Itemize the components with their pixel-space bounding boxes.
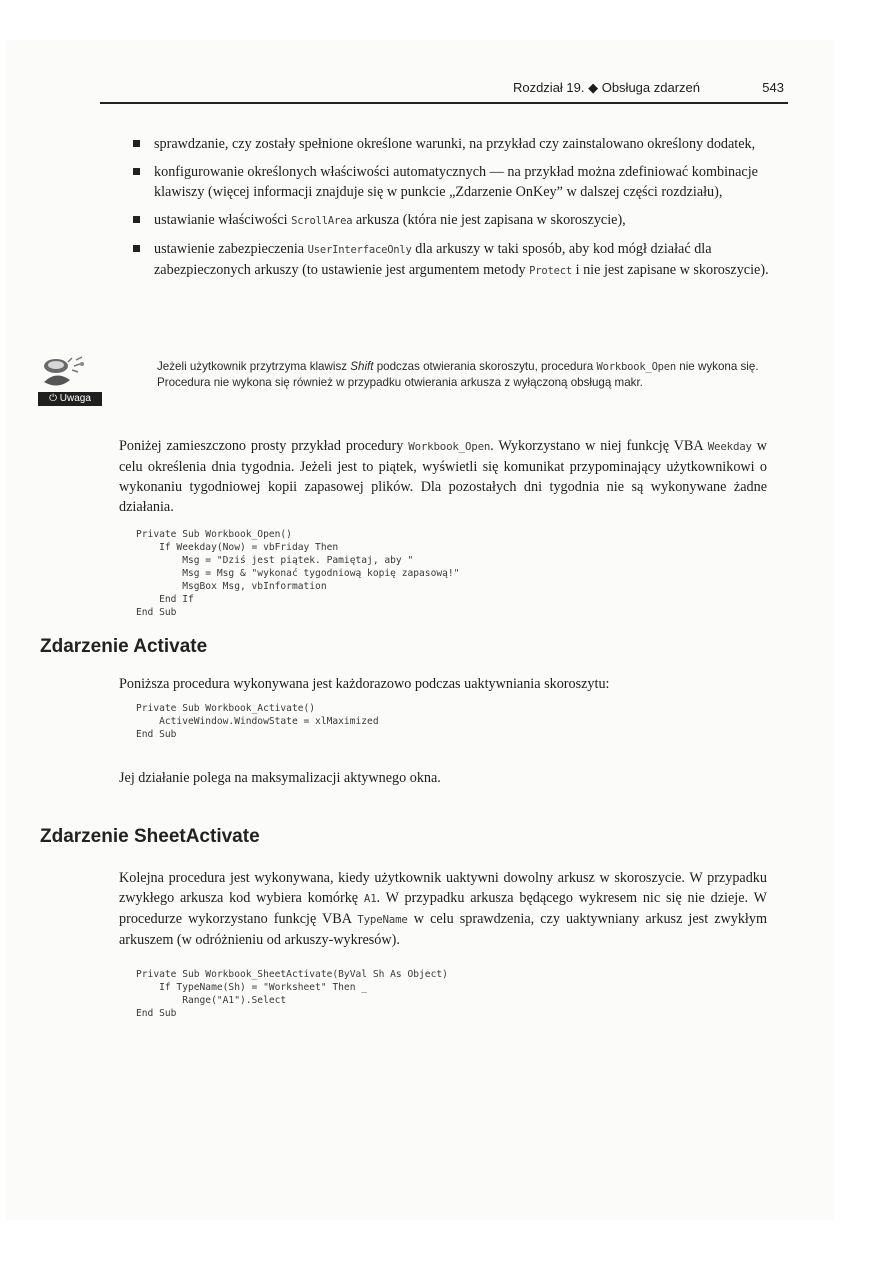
code-block: Private Sub Workbook_SheetActivate(ByVal Sh As Object) If TypeName(Sh) = "Worksheet" Then _ Range("A1").Select End Sub — [136, 969, 448, 1019]
inline-code: Weekday — [707, 440, 752, 453]
paragraph — [119, 436, 767, 517]
paragraph — [119, 868, 767, 950]
bullet-square-icon — [133, 245, 140, 252]
inline-code: ScrollArea — [291, 215, 353, 227]
inline-code: TypeName — [357, 913, 408, 926]
power-icon: ⏻ — [49, 393, 57, 404]
bullet-square-icon — [133, 216, 140, 223]
page-header — [100, 78, 788, 104]
bullet-text — [154, 241, 769, 278]
text-run: Kolejna procedura jest wykonywana, kiedy użytkownik uaktywni dowolny arkusz w skoroszycie. W przypadku zwykłego arkusza kod wybiera komórkę — [119, 870, 767, 906]
text-run: . Wykorzystano w niej funkcję VBA — [490, 438, 708, 454]
text-run: nie wykona się. Procedura nie wykona się również w przypadku otwierania arkusza z wyłączoną obsługą makr. — [157, 360, 759, 389]
text-run: i nie jest zapisane w skoroszycie). — [572, 262, 769, 278]
emphasis-text: Shift — [350, 360, 374, 373]
text-run: arkusza (która nie jest zapisana w skoroszycie), — [352, 212, 626, 228]
section-heading: Zdarzenie Activate — [40, 636, 208, 657]
section-heading: Zdarzenie SheetActivate — [40, 826, 260, 847]
note-box — [38, 356, 778, 426]
text-run: Poniższa procedura wykonywana jest każdorazowo podczas uaktywniania skoroszytu: — [119, 676, 610, 692]
bullet-item — [133, 210, 773, 231]
inline-code: Workbook_Open — [596, 361, 677, 373]
text-run: w celu określenia dnia tygodnia. Jeżeli jest to piątek, wyświetli się komunikat przypominający użytkownikowi o wykonaniu tygodniowej kopii zapasowej plików. Dla pozostałych dni tygodnia nie są wykonywane żadne działania. — [119, 438, 768, 515]
note-badge — [38, 392, 102, 406]
code-block: Private Sub Workbook_Activate() ActiveWindow.WindowState = xlMaximized End Sub — [136, 703, 379, 740]
text-run: Jej działanie polega na maksymalizacji aktywnego okna. — [119, 770, 441, 786]
page-number: 543 — [762, 80, 784, 95]
text-run: . W przypadku arkusza będącego wykresem nic się nie dzieje. W procedurze wykorzystano funkcję VBA — [119, 890, 768, 927]
bullet-square-icon — [133, 168, 140, 175]
inline-code: UserInterfaceOnly — [307, 244, 412, 256]
text-run: konfigurowanie określonych właściwości automatycznych — na przykład można zdefiniować kombinacje klawiszy (więcej informacji znajduje się w punkcie „Zdarzenie OnKey” w dalszej części rozdziału), — [154, 164, 758, 200]
text-run: podczas otwierania skoroszytu, procedura — [373, 360, 597, 373]
note-text — [157, 359, 767, 391]
inline-code: Protect — [529, 265, 573, 277]
bullet-text — [154, 164, 758, 200]
bullet-square-icon — [133, 140, 140, 147]
inline-code: Workbook_Open — [408, 440, 491, 453]
bullet-text — [154, 212, 626, 228]
inline-code: A1 — [363, 892, 377, 905]
bullet-item — [133, 162, 773, 202]
code-block: Private Sub Workbook_Open() If Weekday(Now) = vbFriday Then Msg = "Dziś jest piątek. Pamiętaj, aby " Msg = Msg & "wykonać tygodniową kopię zapasową!" MsgBox Msg, vbInformation End If End Sub — [136, 529, 460, 618]
paragraph — [119, 674, 767, 694]
bullet-list — [133, 134, 773, 289]
text-run: w celu sprawdzenia, czy uaktywniany arkusz jest zwykłym arkuszem (w odróżnieniu od arkuszy-wykresów). — [119, 911, 767, 948]
chapter-title: Rozdział 19. ◆ Obsługa zdarzeń — [512, 80, 700, 95]
text-run: ustawienie zabezpieczenia — [154, 241, 308, 257]
bullet-text — [154, 136, 755, 152]
text-run: Poniżej zamieszczono prosty przykład procedury — [119, 438, 409, 454]
text-run: ustawianie właściwości — [154, 212, 292, 228]
note-label: Uwaga — [59, 393, 91, 404]
text-run: sprawdzanie, czy zostały spełnione określone warunki, na przykład czy zainstalowano określony dodatek, — [154, 136, 756, 152]
bullet-item — [133, 134, 773, 154]
paragraph — [119, 768, 767, 788]
text-run: dla arkuszy w taki sposób, aby kod mógł działać dla zabezpieczonych arkuszy (to ustawienie jest argumentem metody — [154, 241, 712, 278]
text-run: Jeżeli użytkownik przytrzyma klawisz — [157, 360, 351, 373]
bullet-item — [133, 239, 773, 281]
